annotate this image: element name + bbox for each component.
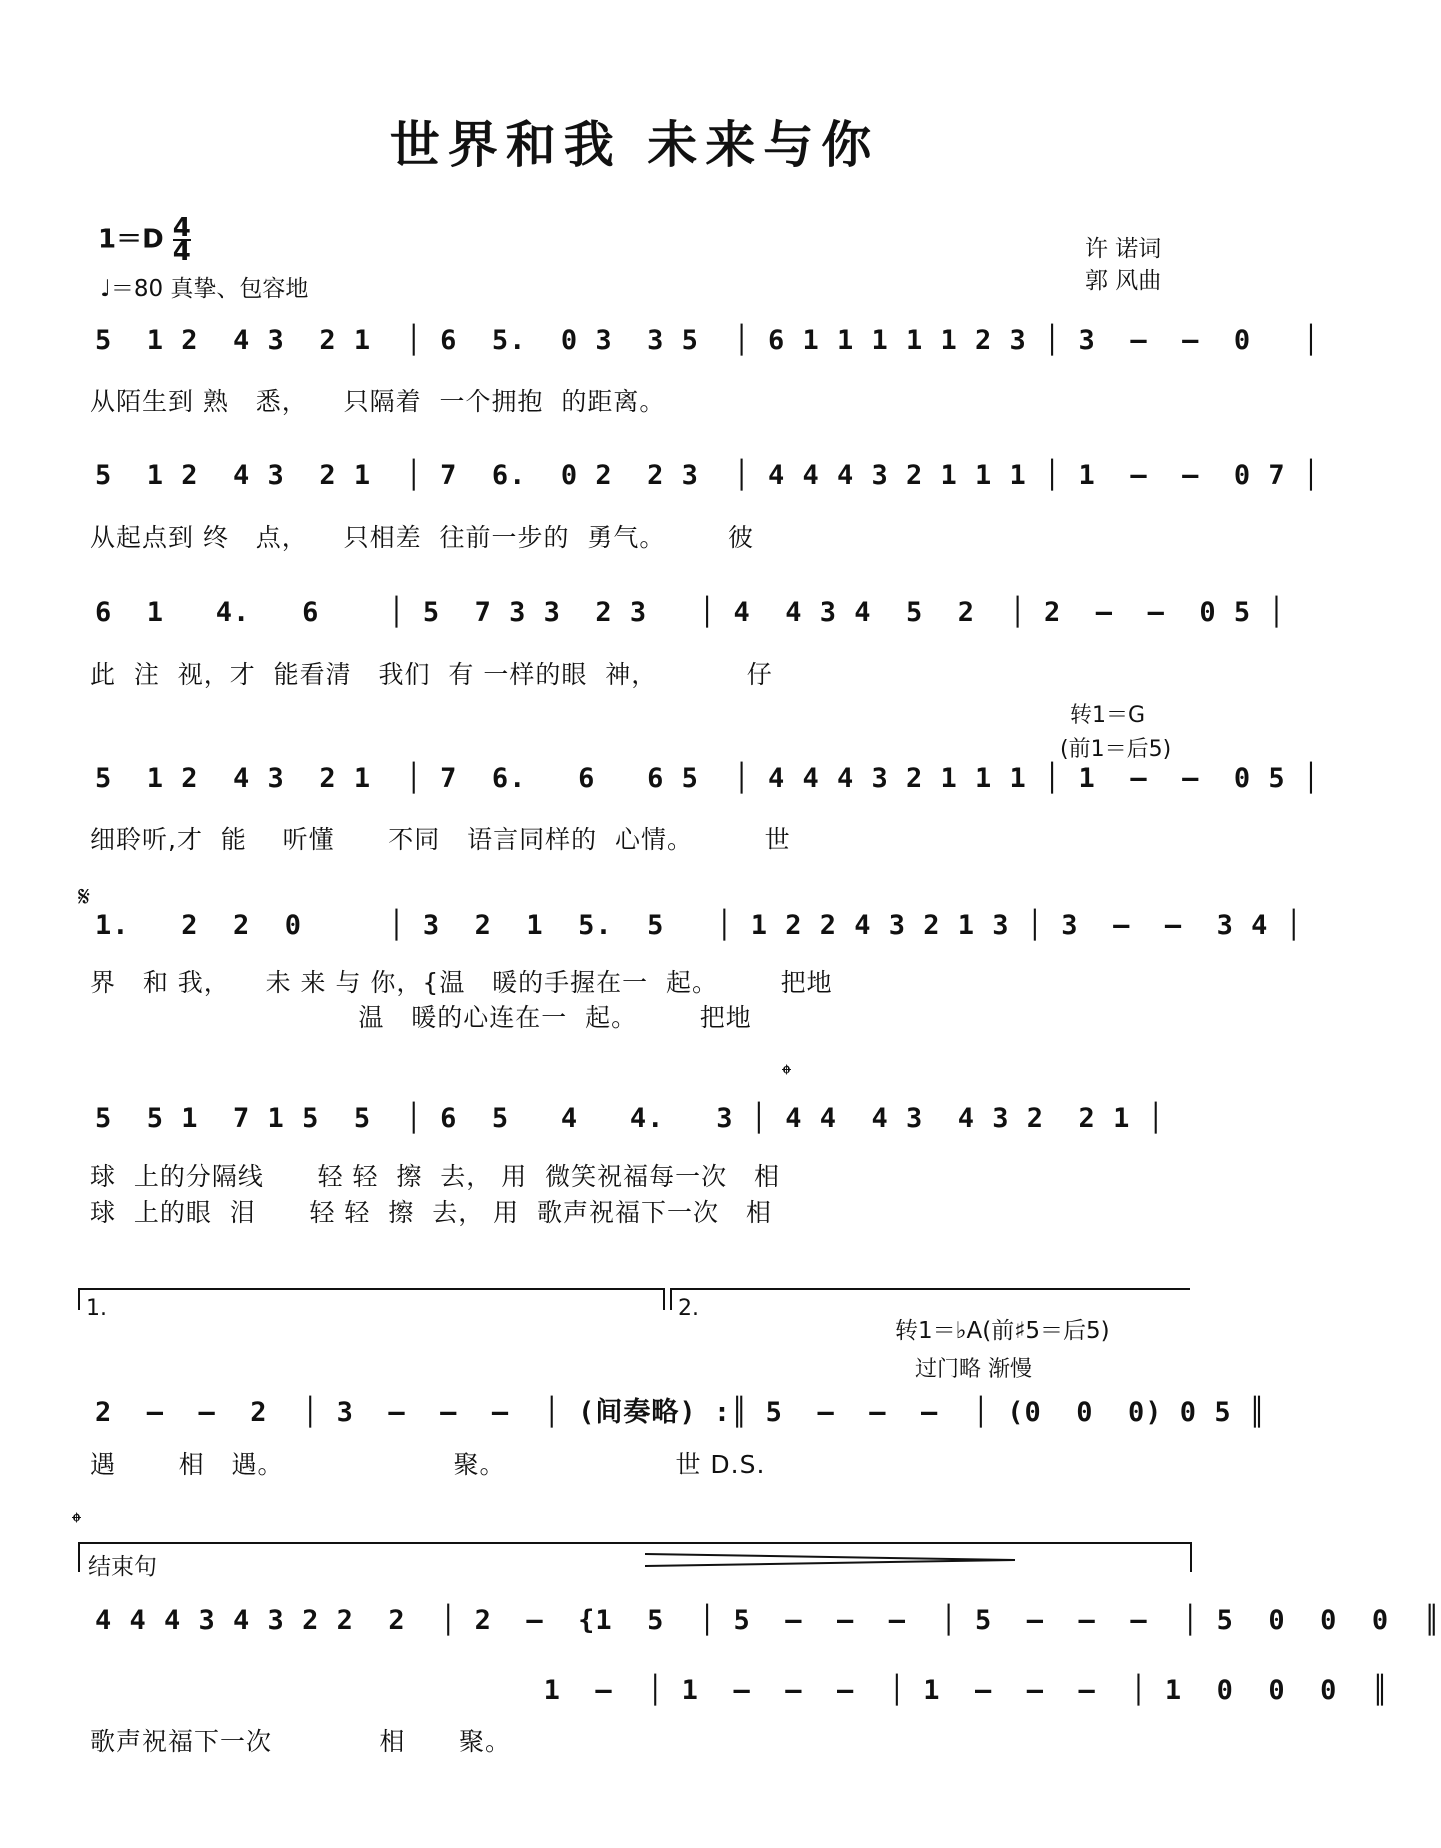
key-signature xyxy=(98,213,191,267)
notation-line-6: 5 5 1 7 1 5 5 │ 6 5 4 4. 3 │ 4 4 4 3 4 3 2 2 1 │ xyxy=(95,1103,1165,1134)
lyrics-line-3: 此 注 视，才 能看清 我们 有 一样的眼 神， 仔 xyxy=(90,660,773,689)
notation-line-2: 5 1 2 4 3 2 1 │ 7 6. 0 2 2 3 │ 4 4 4 3 2 1 1 1 │ 1 – – 0 7 │ xyxy=(95,460,1321,491)
notation-line-4: 5 1 2 4 3 2 1 │ 7 6. 6 6 5 │ 4 4 4 3 2 1 1 1 │ 1 – – 0 5 │ xyxy=(95,763,1321,794)
lyrics-line-2: 从起点到 终 点， 只相差 往前一步的 勇气。 彼 xyxy=(90,523,754,552)
segno-icon: 𝄋 xyxy=(78,880,91,913)
notation-line-8-upper: 4 4 4 3 4 3 2 2 2 │ 2 – {1 5 │ 5 – – – │ 5 – – – │ 5 0 0 0 ║ xyxy=(95,1605,1441,1636)
notation-line-1: 5 1 2 4 3 2 1 │ 6 5. 0 3 3 5 │ 6 1 1 1 1 1 2 3 │ 3 – – 0 │ xyxy=(95,325,1321,356)
lyrics-line-5b: 温 暖的心连在一 起。 把地 xyxy=(90,1003,752,1032)
notation-line-5: 1. 2 2 0 │ 3 2 1 5. 5 │ 1 2 2 4 3 2 1 3 │ 3 – – 3 4 │ xyxy=(95,910,1303,941)
lyrics-line-1: 从陌生到 熟 悉， 只隔着 一个拥抱 的距离。 xyxy=(90,387,666,416)
notation-line-8-lower: 1 – │ 1 – – – │ 1 – – – │ 1 0 0 0 ║ xyxy=(95,1675,1390,1706)
decrescendo-hairpin xyxy=(645,1550,1025,1574)
tempo-marking: ♩＝80 真挚、包容地 xyxy=(100,276,309,302)
lyrics-line-6a: 球 上的分隔线 轻 轻 擦 去， 用 微笑祝福每一次 相 xyxy=(90,1162,780,1191)
time-signature: $\frac{4}{4}$ xyxy=(172,213,191,267)
ending-phrase-label: 结束句 xyxy=(88,1554,157,1580)
lyrics-line-5a: 界 和 我， 未 来 与 你，{温 暖的手握在一 起。 把地 xyxy=(90,968,833,997)
composer-credit: 郭 风曲 xyxy=(1085,268,1162,294)
key-prefix: 1＝D xyxy=(98,224,164,255)
song-title: 世界和我 未来与你 xyxy=(389,115,880,174)
second-ending-label: 2. xyxy=(678,1296,699,1321)
lyricist-credit: 许 诺词 xyxy=(1085,236,1162,262)
first-ending-label: 1. xyxy=(86,1296,107,1321)
coda-icon-ending: 𝄌 xyxy=(72,1508,81,1538)
interlude-instruction: 过门略 渐慢 xyxy=(915,1357,1032,1382)
lyrics-line-7: 遇 相 遇。 聚。 世 D.S. xyxy=(90,1450,766,1479)
key-change-g-note: (前1＝后5) xyxy=(1060,737,1172,762)
notation-line-7: 2 – – 2 │ 3 – – – │ (间奏略) :║ 5 – – – │ (0 0 0) 0 5 ║ xyxy=(95,1397,1267,1428)
lyrics-line-8: 歌声祝福下一次 相 聚。 xyxy=(90,1727,512,1756)
lyrics-line-4: 细聆听,才 能 听懂 不同 语言同样的 心情。 世 xyxy=(90,825,791,854)
lyrics-line-6b: 球 上的眼 泪 轻 轻 擦 去， 用 歌声祝福下一次 相 xyxy=(90,1198,772,1227)
key-change-g: 转1＝G xyxy=(1070,703,1146,728)
notation-line-3: 6 1 4. 6 │ 5 7 3 3 2 3 │ 4 4 3 4 5 2 │ 2 – – 0 5 │ xyxy=(95,597,1286,628)
coda-icon: 𝄌 xyxy=(782,1060,791,1090)
key-change-a-flat: 转1＝♭A(前♯5＝后5) xyxy=(895,1318,1110,1344)
